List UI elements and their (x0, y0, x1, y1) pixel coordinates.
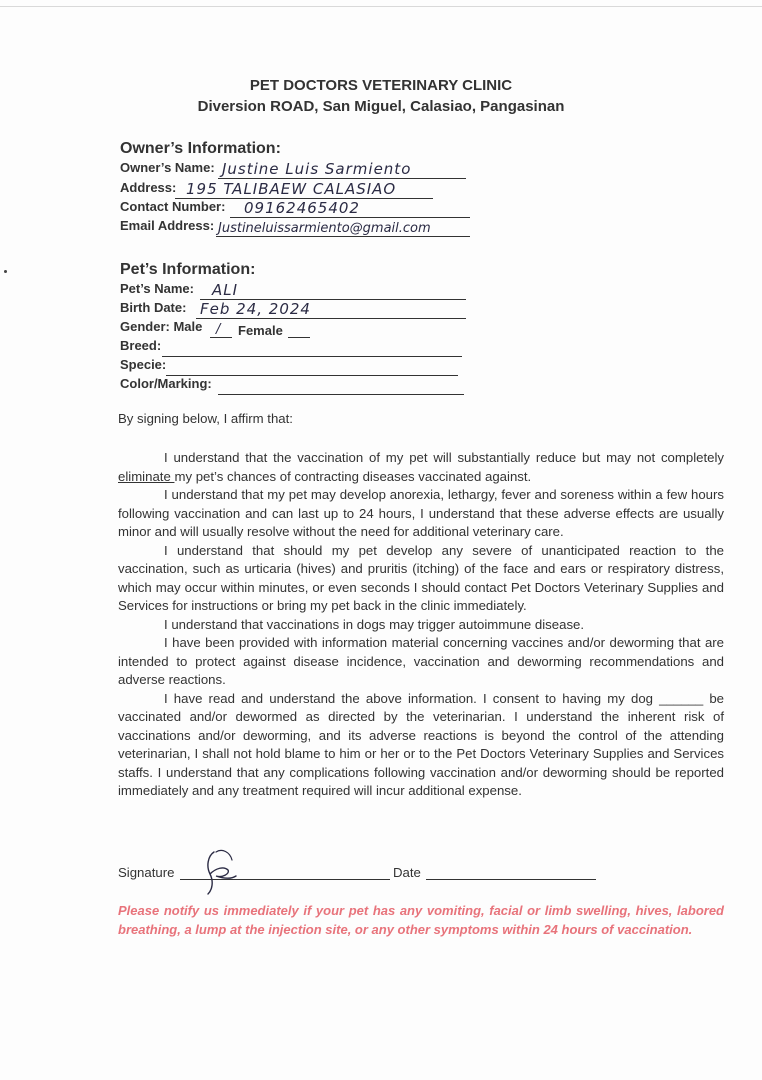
consent-intro (118, 410, 724, 429)
breed-field (120, 338, 464, 357)
pet-name-value[interactable]: ALI (212, 281, 239, 299)
specie-label: Specie: (120, 357, 167, 372)
contact-field (120, 199, 472, 218)
clinic-header (0, 76, 762, 118)
owner-name-label: Owner’s Name: (120, 160, 215, 175)
color-line[interactable] (218, 394, 464, 395)
address-label: Address: (120, 180, 177, 195)
gender-male-label: Gender: Male (120, 319, 203, 334)
handwritten-signature (200, 848, 244, 896)
pet-name-field (120, 281, 468, 300)
gender-field (120, 319, 320, 338)
owner-name-value[interactable]: Justine Luis Sarmiento (222, 160, 412, 178)
address-value[interactable]: 195 TALIBAEW CALASIAO (186, 180, 397, 198)
scan-speck (4, 270, 7, 273)
birth-date-value[interactable]: Feb 24, 2024 (200, 300, 311, 318)
pet-name-label: Pet’s Name: (120, 281, 194, 296)
owner-name-line (218, 178, 466, 179)
email-field (120, 218, 472, 237)
male-checkmark[interactable]: / (216, 322, 222, 337)
consent-paragraph-1 (118, 449, 724, 486)
birth-date-field (120, 300, 468, 319)
email-line (216, 236, 470, 237)
post-vaccination-notice: Please notify us immediately if your pet has any vomiting, facial or limb swelling, hives, labored breathing, a lump at the injection site, or any other symptoms within 24 hours of vaccination. (118, 903, 724, 937)
address-field (120, 180, 436, 199)
scan-edge-line (0, 6, 762, 7)
consent-paragraph-5: I have been provided with information material concerning vaccines and/or deworming that are intended to protect against disease incidence, vaccination and deworming recommendations and adverse reactions. (118, 635, 724, 687)
gender-female-label: Female (238, 323, 283, 338)
consent-paragraph-4: I understand that vaccinations in dogs may trigger autoimmune disease. (164, 616, 585, 632)
color-label: Color/Marking: (120, 376, 212, 391)
contact-label: Contact Number: (120, 199, 226, 214)
owner-name-field (120, 160, 468, 179)
owner-section-title: Owner’s Information: (120, 140, 281, 157)
specie-field (120, 357, 460, 376)
date-line[interactable] (426, 879, 596, 880)
p1-part-b: my pet’s chances of contracting diseases vaccinated against. (174, 468, 532, 484)
contact-value[interactable]: 09162465402 (244, 199, 360, 217)
consent-body (118, 449, 724, 801)
email-value[interactable]: Justineluissarmiento@gmail.com (218, 221, 431, 236)
p1-underlined: eliminate (118, 468, 175, 484)
clinic-address: Diversion ROAD, San Miguel, Calasiao, Pangasinan (197, 98, 565, 115)
email-label: Email Address: (120, 218, 215, 233)
consent-paragraph-3: I understand that should my pet develop any severe of unanticipated reaction to the vaccination, such as urticaria (hives) and pruritis (itching) of the face and ears or respiratory distress, which may occur within minutes, or even seconds I should contact Pet Doctors Veterinary Supplies and Services for instructions or bring my pet back in the clinic immediately. (118, 542, 724, 613)
color-field (120, 376, 466, 395)
clinic-name: PET DOCTORS VETERINARY CLINIC (249, 77, 513, 94)
pet-section-title: Pet’s Information: (120, 261, 256, 278)
consent-intro-text: By signing below, I affirm that: (118, 411, 293, 426)
birth-date-label: Birth Date: (120, 300, 187, 315)
date-label: Date (393, 865, 421, 880)
consent-paragraph-6: I have read and understand the above information. I consent to having my dog ______ be vaccinated and/or dewormed as directed by the veterinarian. I understand the inherent risk of vaccinations and/or deworming, and its adverse reactions is beyond the control of the attending veterinarian, I shall not hold blame to him or her or to the Pet Doctors Veterinary Supplies and Services staffs. I understand that any complications following vaccination and/or deworming should be reported immediately and any treatment required will incur additional expense. (118, 690, 724, 798)
signature-label: Signature (118, 865, 175, 880)
breed-label: Breed: (120, 338, 162, 353)
consent-paragraph-2: I understand that my pet may develop anorexia, lethargy, fever and soreness within a few hours following vaccination and can last up to 24 hours, I understand that these adverse effects are usually minor and will usually resolve without the need for additional veterinary care. (118, 487, 724, 539)
p1-part-a: I understand that the vaccination of my pet will substantially reduce but may not completely (164, 450, 724, 465)
